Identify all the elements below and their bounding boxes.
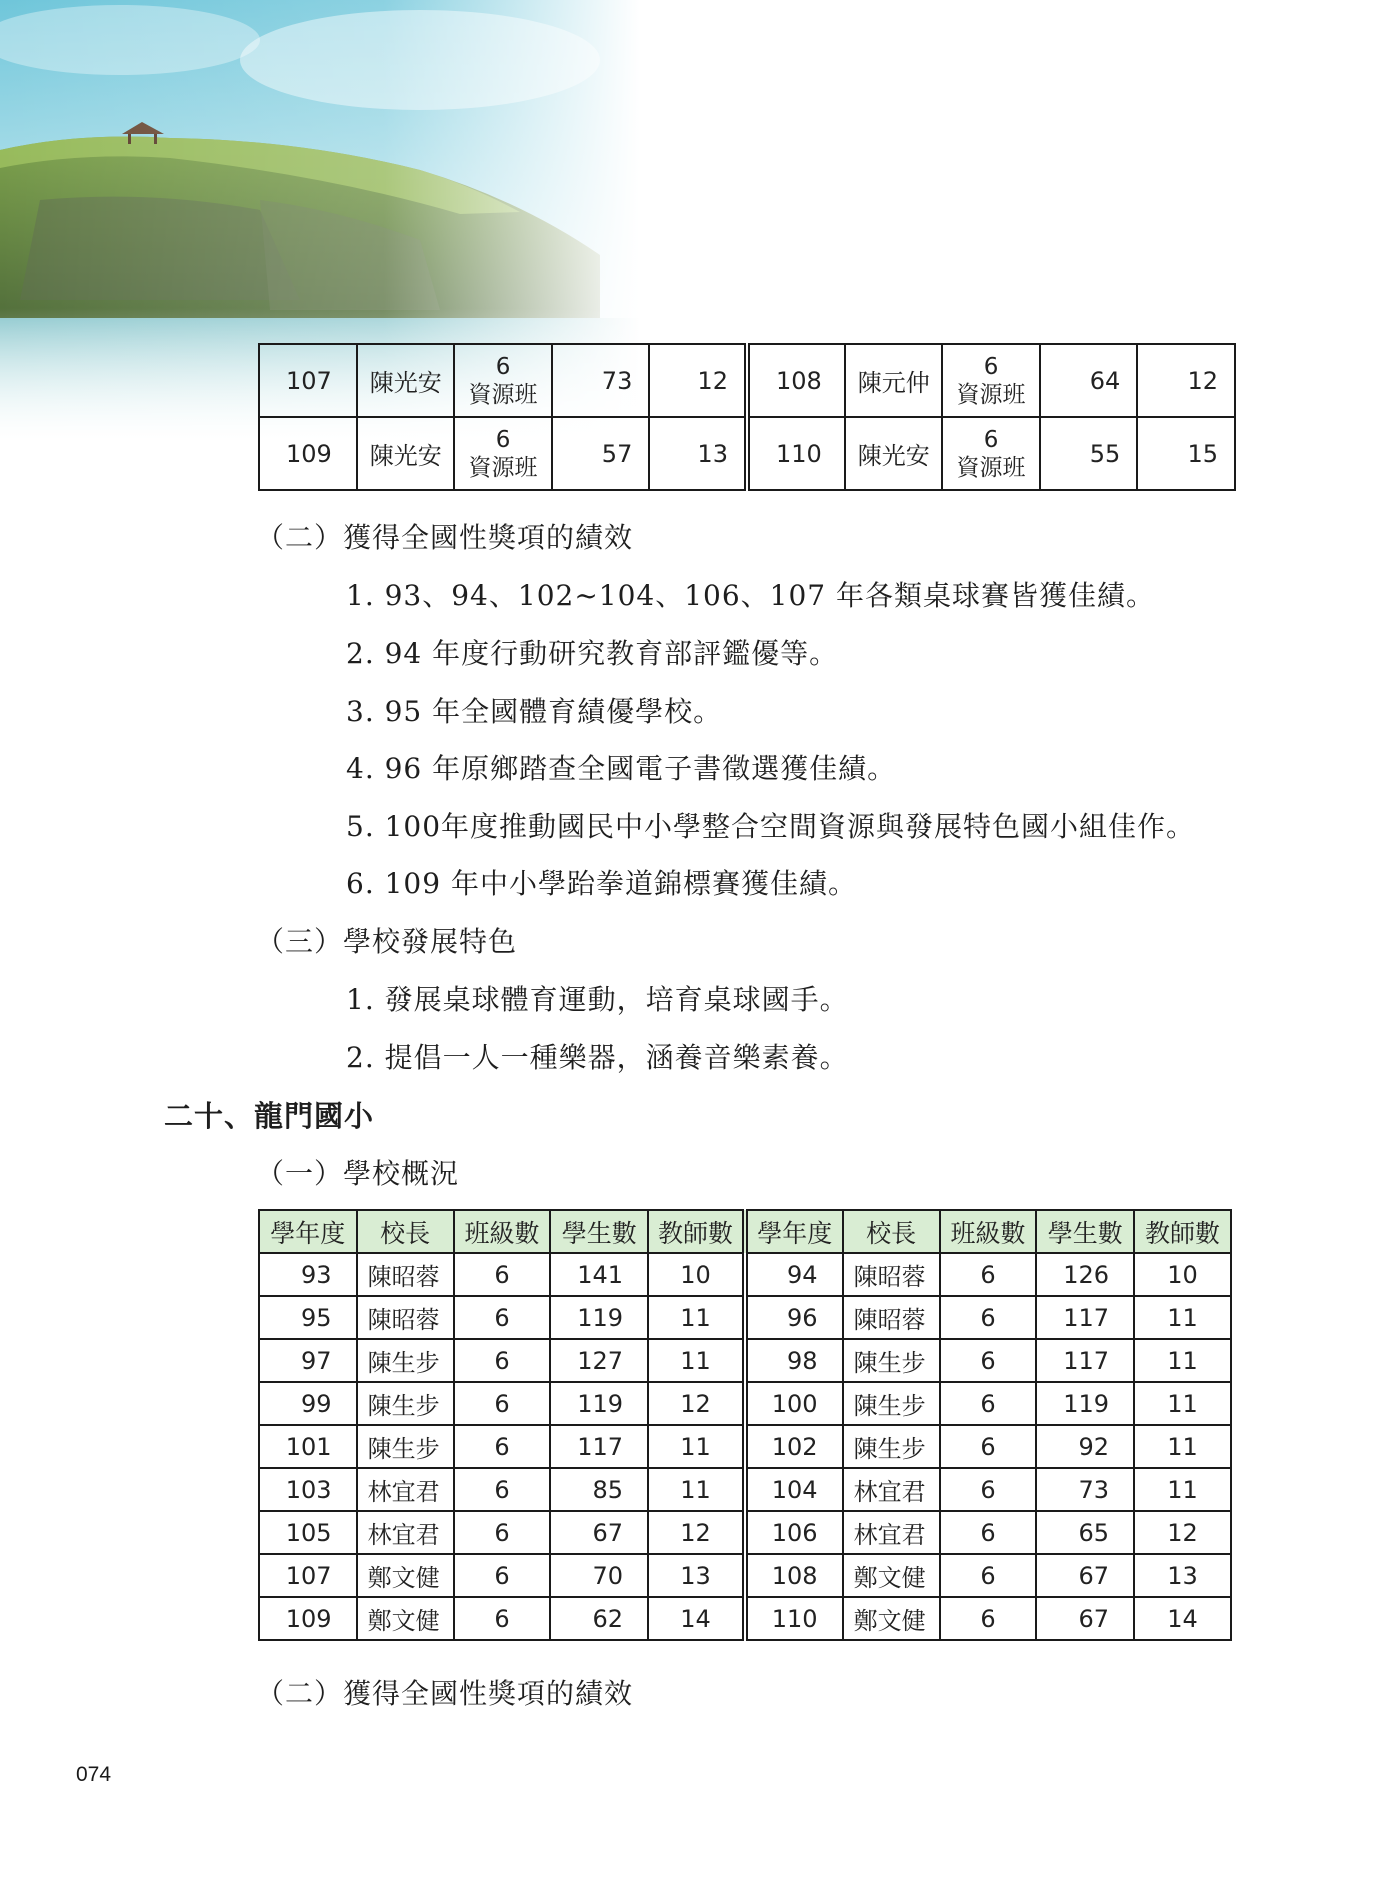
class-count: 6 xyxy=(983,426,999,453)
award-item-2: 2. 94 年度行動研究教育部評鑑優等。 xyxy=(346,637,839,670)
table-cell: 119 xyxy=(550,1296,648,1339)
table-cell: 鄭文健 xyxy=(357,1554,454,1597)
table-cell: 110 xyxy=(745,1597,843,1640)
column-header: 教師數 xyxy=(1134,1210,1231,1253)
table-row xyxy=(259,1296,1231,1339)
table-row xyxy=(259,1382,1231,1425)
table-cell: 103 xyxy=(259,1468,357,1511)
table-cell: 13 xyxy=(1134,1554,1231,1597)
table-row xyxy=(259,1597,1231,1640)
table-cell: 106 xyxy=(745,1511,843,1554)
table-cell: 101 xyxy=(259,1425,357,1468)
table-cell: 73 xyxy=(1036,1468,1134,1511)
table-cell: 73 xyxy=(552,344,650,417)
table-cell: 林宜君 xyxy=(357,1511,454,1554)
class-type: 資源班 xyxy=(468,381,538,408)
table-cell: 117 xyxy=(1036,1296,1134,1339)
column-header: 學生數 xyxy=(550,1210,648,1253)
bottom-awards-heading: （二）獲得全國性獎項的績效 xyxy=(256,1677,634,1710)
table-cell: 6 xyxy=(454,1425,551,1468)
table-cell: 65 xyxy=(1036,1511,1134,1554)
table-cell: 鄭文健 xyxy=(843,1554,940,1597)
table-cell: 11 xyxy=(648,1296,745,1339)
table-cell: 99 xyxy=(259,1382,357,1425)
class-count: 6 xyxy=(495,426,511,453)
table-cell: 108 xyxy=(747,344,845,417)
table-cell: 陳生步 xyxy=(357,1382,454,1425)
award-item-4: 4. 96 年原鄉踏查全國電子書徵選獲佳績。 xyxy=(346,752,897,785)
column-header: 校長 xyxy=(843,1210,940,1253)
table-cell: 11 xyxy=(1134,1425,1231,1468)
award-item-5: 5. 100年度推動國民中小學整合空間資源與發展特色國小組佳作。 xyxy=(346,810,1196,843)
table-row xyxy=(259,1511,1231,1554)
table-cell: 12 xyxy=(648,1511,745,1554)
table-cell: 13 xyxy=(648,1554,745,1597)
table-cell: 11 xyxy=(1134,1339,1231,1382)
table-cell: 108 xyxy=(745,1554,843,1597)
table-cell: 107 xyxy=(259,1554,357,1597)
table-cell: 102 xyxy=(745,1425,843,1468)
table-cell: 97 xyxy=(259,1339,357,1382)
class-type: 資源班 xyxy=(956,381,1026,408)
table-cell: 11 xyxy=(648,1468,745,1511)
table-cell: 陳光安 xyxy=(357,417,455,490)
column-header: 學年度 xyxy=(259,1210,357,1253)
table-row xyxy=(259,417,1235,490)
main-table-body xyxy=(259,1253,1231,1640)
table-header-row xyxy=(259,1210,1231,1253)
table-cell: 6 xyxy=(940,1296,1037,1339)
award-item-1: 1. 93、94、102~104、106、107 年各類桌球賽皆獲佳績。 xyxy=(346,579,1156,612)
table-cell: 6 xyxy=(940,1468,1037,1511)
table-cell: 6 xyxy=(940,1554,1037,1597)
table-cell: 12 xyxy=(1134,1511,1231,1554)
table-cell: 14 xyxy=(1134,1597,1231,1640)
award-item-3: 3. 95 年全國體育績優學校。 xyxy=(346,695,723,728)
class-count: 6 xyxy=(495,353,511,380)
top-table-body xyxy=(259,344,1235,490)
table-cell: 109 xyxy=(259,417,357,490)
table-cell: 64 xyxy=(1040,344,1138,417)
table-row xyxy=(259,1425,1231,1468)
page-number: 074 xyxy=(76,1763,112,1786)
table-cell: 117 xyxy=(550,1425,648,1468)
table-cell: 6 xyxy=(940,1425,1037,1468)
table-cell: 12 xyxy=(648,1382,745,1425)
table-row xyxy=(259,1339,1231,1382)
school-title: 二十、龍門國小 xyxy=(164,1099,375,1133)
table-cell: 96 xyxy=(745,1296,843,1339)
table-cell: 119 xyxy=(1036,1382,1134,1425)
table-cell: 6 xyxy=(940,1339,1037,1382)
table-row xyxy=(259,1468,1231,1511)
column-header: 校長 xyxy=(357,1210,454,1253)
table-cell: 92 xyxy=(1036,1425,1134,1468)
table-cell: 98 xyxy=(745,1339,843,1382)
table-cell: 14 xyxy=(648,1597,745,1640)
table-cell: 15 xyxy=(1137,417,1235,490)
class-count-cell xyxy=(942,417,1039,490)
table-cell: 6 xyxy=(940,1597,1037,1640)
table-cell: 117 xyxy=(1036,1339,1134,1382)
table-cell: 6 xyxy=(940,1511,1037,1554)
table-cell: 6 xyxy=(454,1382,551,1425)
column-header: 班級數 xyxy=(454,1210,551,1253)
table-cell: 141 xyxy=(550,1253,648,1296)
table-cell: 67 xyxy=(550,1511,648,1554)
table-cell: 陳昭蓉 xyxy=(843,1296,940,1339)
class-type: 資源班 xyxy=(468,454,538,481)
table-cell: 陳生步 xyxy=(357,1339,454,1382)
table-cell: 119 xyxy=(550,1382,648,1425)
table-cell: 11 xyxy=(1134,1296,1231,1339)
table-cell: 11 xyxy=(1134,1382,1231,1425)
table-cell: 陳生步 xyxy=(843,1425,940,1468)
table-cell: 13 xyxy=(649,417,747,490)
table-cell: 85 xyxy=(550,1468,648,1511)
table-cell: 105 xyxy=(259,1511,357,1554)
table-cell: 62 xyxy=(550,1597,648,1640)
table-cell: 70 xyxy=(550,1554,648,1597)
table-cell: 6 xyxy=(454,1296,551,1339)
table-cell: 12 xyxy=(649,344,747,417)
table-cell: 104 xyxy=(745,1468,843,1511)
table-cell: 陳生步 xyxy=(357,1425,454,1468)
table-cell: 93 xyxy=(259,1253,357,1296)
table-cell: 11 xyxy=(648,1425,745,1468)
table-cell: 陳元仲 xyxy=(845,344,943,417)
overview-heading: （一）學校概況 xyxy=(256,1157,460,1190)
table-cell: 陳生步 xyxy=(843,1382,940,1425)
column-header: 學生數 xyxy=(1036,1210,1134,1253)
table-cell: 67 xyxy=(1036,1597,1134,1640)
feature-item-2: 2. 提倡一人一種樂器，涵養音樂素養。 xyxy=(346,1041,849,1074)
class-count-cell xyxy=(942,344,1039,417)
table-cell: 林宜君 xyxy=(843,1468,940,1511)
table-cell: 55 xyxy=(1040,417,1138,490)
table-cell: 陳光安 xyxy=(357,344,455,417)
column-header: 班級數 xyxy=(940,1210,1037,1253)
table-row xyxy=(259,344,1235,417)
column-header: 教師數 xyxy=(648,1210,745,1253)
table-cell: 林宜君 xyxy=(843,1511,940,1554)
feature-item-1: 1. 發展桌球體育運動，培育桌球國手。 xyxy=(346,983,849,1016)
table-cell: 67 xyxy=(1036,1554,1134,1597)
table-cell: 6 xyxy=(940,1382,1037,1425)
awards-heading: （二）獲得全國性獎項的績效 xyxy=(256,521,634,554)
table-cell: 陳昭蓉 xyxy=(357,1296,454,1339)
table-cell: 鄭文健 xyxy=(843,1597,940,1640)
class-count-cell xyxy=(454,344,551,417)
features-heading: （三）學校發展特色 xyxy=(256,925,518,958)
table-cell: 10 xyxy=(648,1253,745,1296)
table-cell: 陳光安 xyxy=(845,417,943,490)
table-cell: 10 xyxy=(1134,1253,1231,1296)
table-cell: 94 xyxy=(745,1253,843,1296)
class-count: 6 xyxy=(983,353,999,380)
table-cell: 57 xyxy=(552,417,650,490)
table-cell: 陳昭蓉 xyxy=(843,1253,940,1296)
table-cell: 6 xyxy=(454,1554,551,1597)
table-cell: 林宜君 xyxy=(357,1468,454,1511)
table-cell: 12 xyxy=(1137,344,1235,417)
table-cell: 陳生步 xyxy=(843,1339,940,1382)
table-cell: 11 xyxy=(1134,1468,1231,1511)
table-cell: 95 xyxy=(259,1296,357,1339)
school-overview-table xyxy=(258,1209,1232,1641)
table-row xyxy=(259,1253,1231,1296)
class-count-cell xyxy=(454,417,551,490)
table-cell: 6 xyxy=(940,1253,1037,1296)
table-cell: 100 xyxy=(745,1382,843,1425)
award-item-6: 6. 109 年中小學跆拳道錦標賽獲佳績。 xyxy=(346,867,857,900)
table-cell: 11 xyxy=(648,1339,745,1382)
table-cell: 陳昭蓉 xyxy=(357,1253,454,1296)
table-cell: 127 xyxy=(550,1339,648,1382)
class-type: 資源班 xyxy=(956,454,1026,481)
column-header: 學年度 xyxy=(745,1210,843,1253)
table-cell: 109 xyxy=(259,1597,357,1640)
table-cell: 107 xyxy=(259,344,357,417)
table-cell: 6 xyxy=(454,1597,551,1640)
table-cell: 6 xyxy=(454,1339,551,1382)
table-cell: 126 xyxy=(1036,1253,1134,1296)
previous-school-overview-table xyxy=(258,343,1236,491)
table-row xyxy=(259,1554,1231,1597)
table-cell: 110 xyxy=(747,417,845,490)
table-cell: 6 xyxy=(454,1253,551,1296)
table-cell: 6 xyxy=(454,1468,551,1511)
table-cell: 6 xyxy=(454,1511,551,1554)
table-cell: 鄭文健 xyxy=(357,1597,454,1640)
